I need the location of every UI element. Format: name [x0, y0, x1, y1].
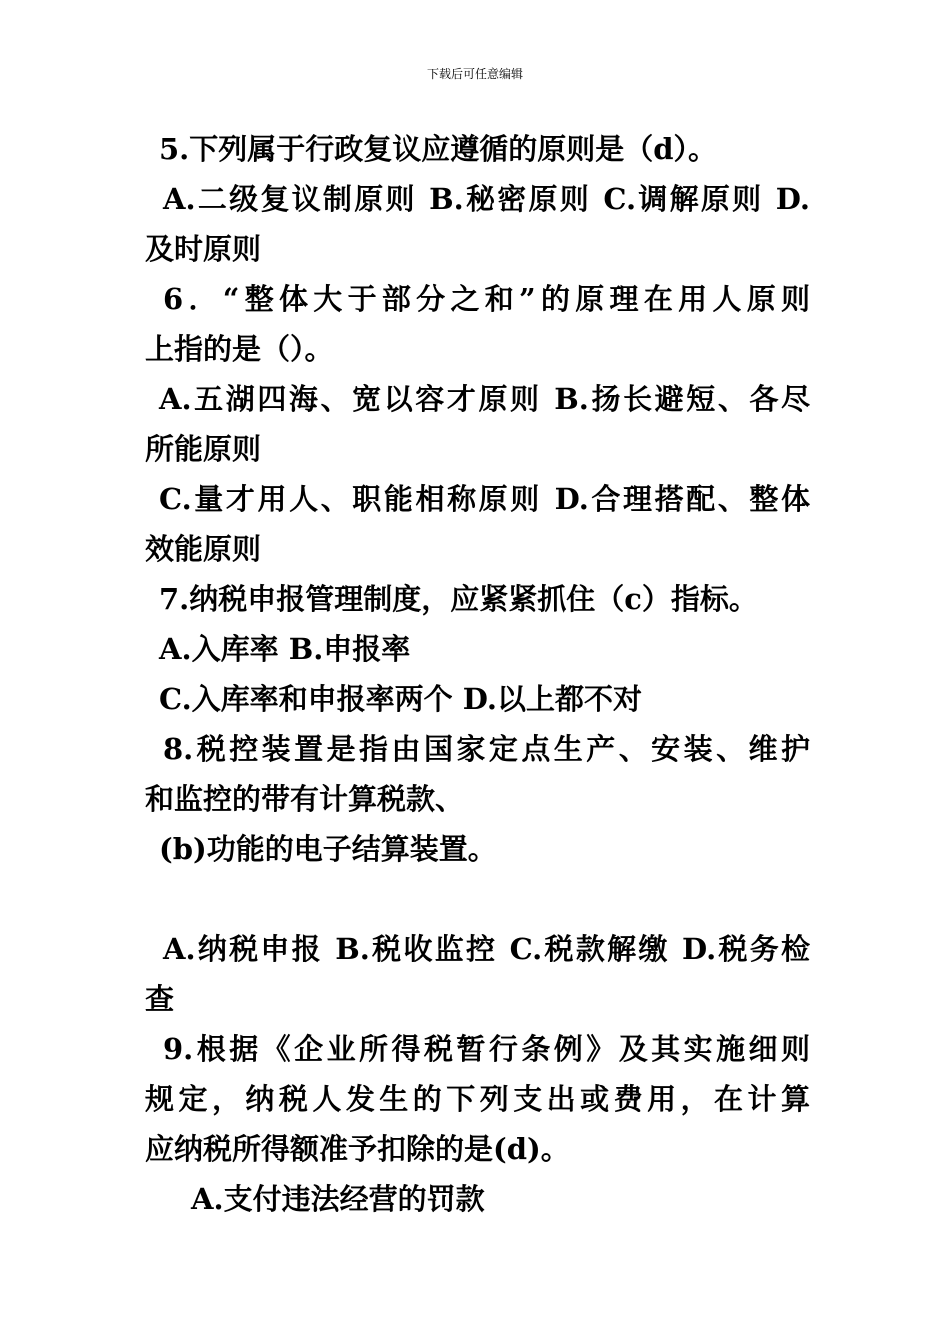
- question-6-option-ab: A.五湖四海、宽以容才原则 B.扬长避短、各尽: [159, 382, 810, 416]
- question-8-options: A.纳税申报 B.税收监控 C.税款解缴 D.税务检: [163, 932, 810, 966]
- question-6-option-cd-cont: 效能原则: [145, 532, 262, 566]
- question-6-cont: 上指的是（）。: [145, 332, 334, 366]
- question-8: 8.税控装置是指由国家定点生产、安装、维护: [163, 732, 810, 766]
- question-7-option-cd: C.入库率和申报率两个 D.以上都不对: [159, 682, 642, 716]
- question-7: 7.纳税申报管理制度，应紧紧抓住（c）指标。: [159, 582, 758, 616]
- question-5: 5.下列属于行政复议应遵循的原则是（d）。: [159, 132, 718, 166]
- question-7-option-ab: A.入库率 B.申报率: [159, 632, 411, 666]
- blank-line: [145, 874, 810, 924]
- question-5-options: A.二级复议制原则 B.秘密原则 C.调解原则 D.: [163, 182, 810, 216]
- question-5-options-cont: 及时原则: [145, 232, 262, 266]
- document-body: [145, 124, 810, 1224]
- question-9-cont-2: 应纳税所得额准予扣除的是(d)。: [145, 1132, 570, 1166]
- question-6-option-ab-cont: 所能原则: [145, 432, 262, 466]
- question-9-cont: 规定，纳税人发生的下列支出或费用，在计算: [145, 1082, 810, 1116]
- question-6: 6．“整体大于部分之和”的原理在用人原则: [163, 282, 810, 316]
- question-6-option-cd: C.量才用人、职能相称原则 D.合理搭配、整体: [159, 482, 810, 516]
- question-8-options-cont: 查: [145, 982, 175, 1016]
- question-9-option-a: A.支付违法经营的罚款: [191, 1182, 485, 1216]
- question-8-cont: 和监控的带有计算税款、: [145, 782, 465, 816]
- question-9: 9.根据《企业所得税暂行条例》及其实施细则: [163, 1032, 810, 1066]
- page-header-note: 下载后可任意编辑: [426, 67, 523, 81]
- question-8-cont-2: (b)功能的电子结算装置。: [159, 832, 497, 866]
